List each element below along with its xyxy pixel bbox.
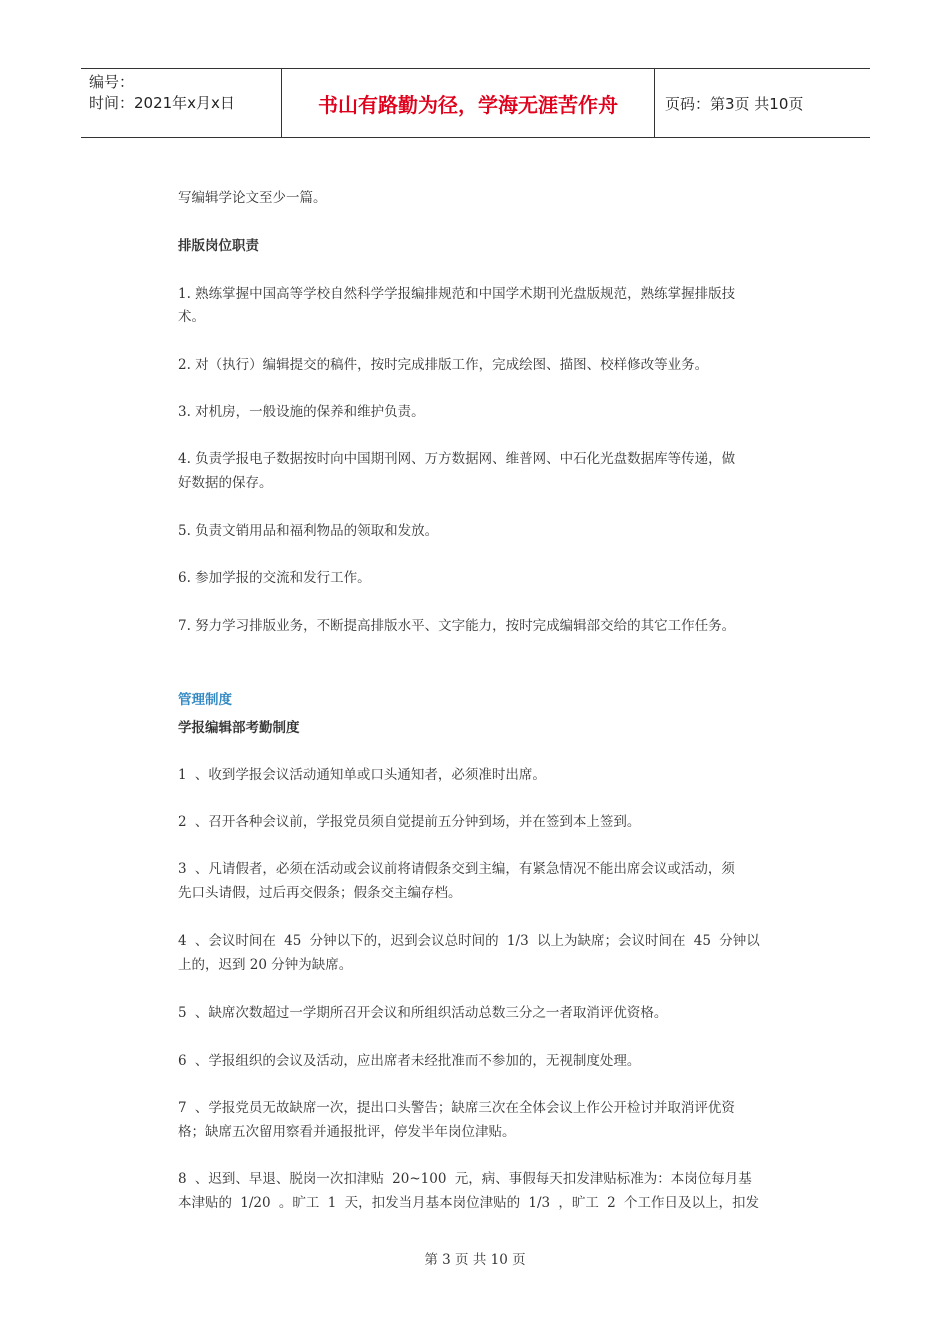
rule-line: 4 、会议时间在 45 分钟以下的，迟到会议总时间的 1/3 以上为缺席；会议时间在 45 分钟以 xyxy=(178,933,760,949)
duty-line: 2. 对（执行）编辑提交的稿件，按时完成排版工作，完成绘图、描图、校样修改等业务。 xyxy=(178,357,709,373)
rule-line: 8 、迟到、早退、脱岗一次扣津贴 20~100 元，病、事假每天扣发津贴标准为：本岗位每月基 xyxy=(178,1171,752,1187)
duty-line: 术。 xyxy=(178,309,205,325)
header-time: 时间：2021年x月x日 xyxy=(89,94,235,112)
rule-line: 7 、学报党员无故缺席一次，提出口头警告；缺席三次在全体会议上作公开检讨并取消评优资 xyxy=(178,1100,735,1116)
rule-line: 3 、凡请假者，必须在活动或会议前将请假条交到主编，有紧急情况不能出席会议或活动，须 xyxy=(178,861,735,877)
rule-line: 上的，迟到 20 分钟为缺席。 xyxy=(178,957,353,973)
duty-line: 7. 努力学习排版业务，不断提高排版水平、文字能力，按时完成编辑部交给的其它工作任务。 xyxy=(178,618,736,634)
rule-line: 5 、缺席次数超过一学期所召开会议和所组织活动总数三分之一者取消评优资格。 xyxy=(178,1005,668,1021)
intro-line: 写编辑学论文至少一篇。 xyxy=(178,190,327,206)
duty-line: 5. 负责文销用品和福利物品的领取和发放。 xyxy=(178,523,439,539)
section-title-attendance: 学报编辑部考勤制度 xyxy=(178,720,300,736)
header-meta xyxy=(81,69,282,137)
rule-line: 1 、收到学报会议活动通知单或口头通知者，必须准时出席。 xyxy=(178,767,546,783)
header-page: 页码：第3页 共10页 xyxy=(665,94,804,113)
rule-line: 本津贴的 1/20 。旷工 1 天，扣发当月基本岗位津贴的 1/3 ，旷工 2 个工作日及以上，扣发 xyxy=(178,1195,760,1211)
page-header xyxy=(81,68,870,138)
rule-line: 格；缺席五次留用察看并通报批评，停发半年岗位津贴。 xyxy=(178,1124,516,1140)
page-footer: 第 3 页 共 10 页 xyxy=(424,1252,526,1268)
duty-line: 好数据的保存。 xyxy=(178,475,273,491)
section-title-typesetting: 排版岗位职责 xyxy=(178,238,259,254)
duty-line: 6. 参加学报的交流和发行工作。 xyxy=(178,570,371,586)
header-number: 编号： xyxy=(89,73,135,91)
rule-line: 2 、召开各种会议前，学报党员须自觉提前五分钟到场，并在签到本上签到。 xyxy=(178,814,641,830)
rule-line: 6 、学报组织的会议及活动，应出席者未经批准而不参加的，无视制度处理。 xyxy=(178,1053,641,1069)
duty-line: 1. 熟练掌握中国高等学校自然科学学报编排规范和中国学术期刊光盘版规范，熟练掌握排版技 xyxy=(178,286,736,302)
section-category: 管理制度 xyxy=(178,692,232,708)
rule-line: 先口头请假，过后再交假条；假条交主编存档。 xyxy=(178,885,462,901)
duty-line: 4. 负责学报电子数据按时向中国期刊网、万方数据网、维普网、中石化光盘数据库等传递，做 xyxy=(178,451,736,467)
header-motto: 书山有路勤为径，学海无涯苦作舟 xyxy=(282,69,655,137)
duty-line: 3. 对机房，一般设施的保养和维护负责。 xyxy=(178,404,425,420)
